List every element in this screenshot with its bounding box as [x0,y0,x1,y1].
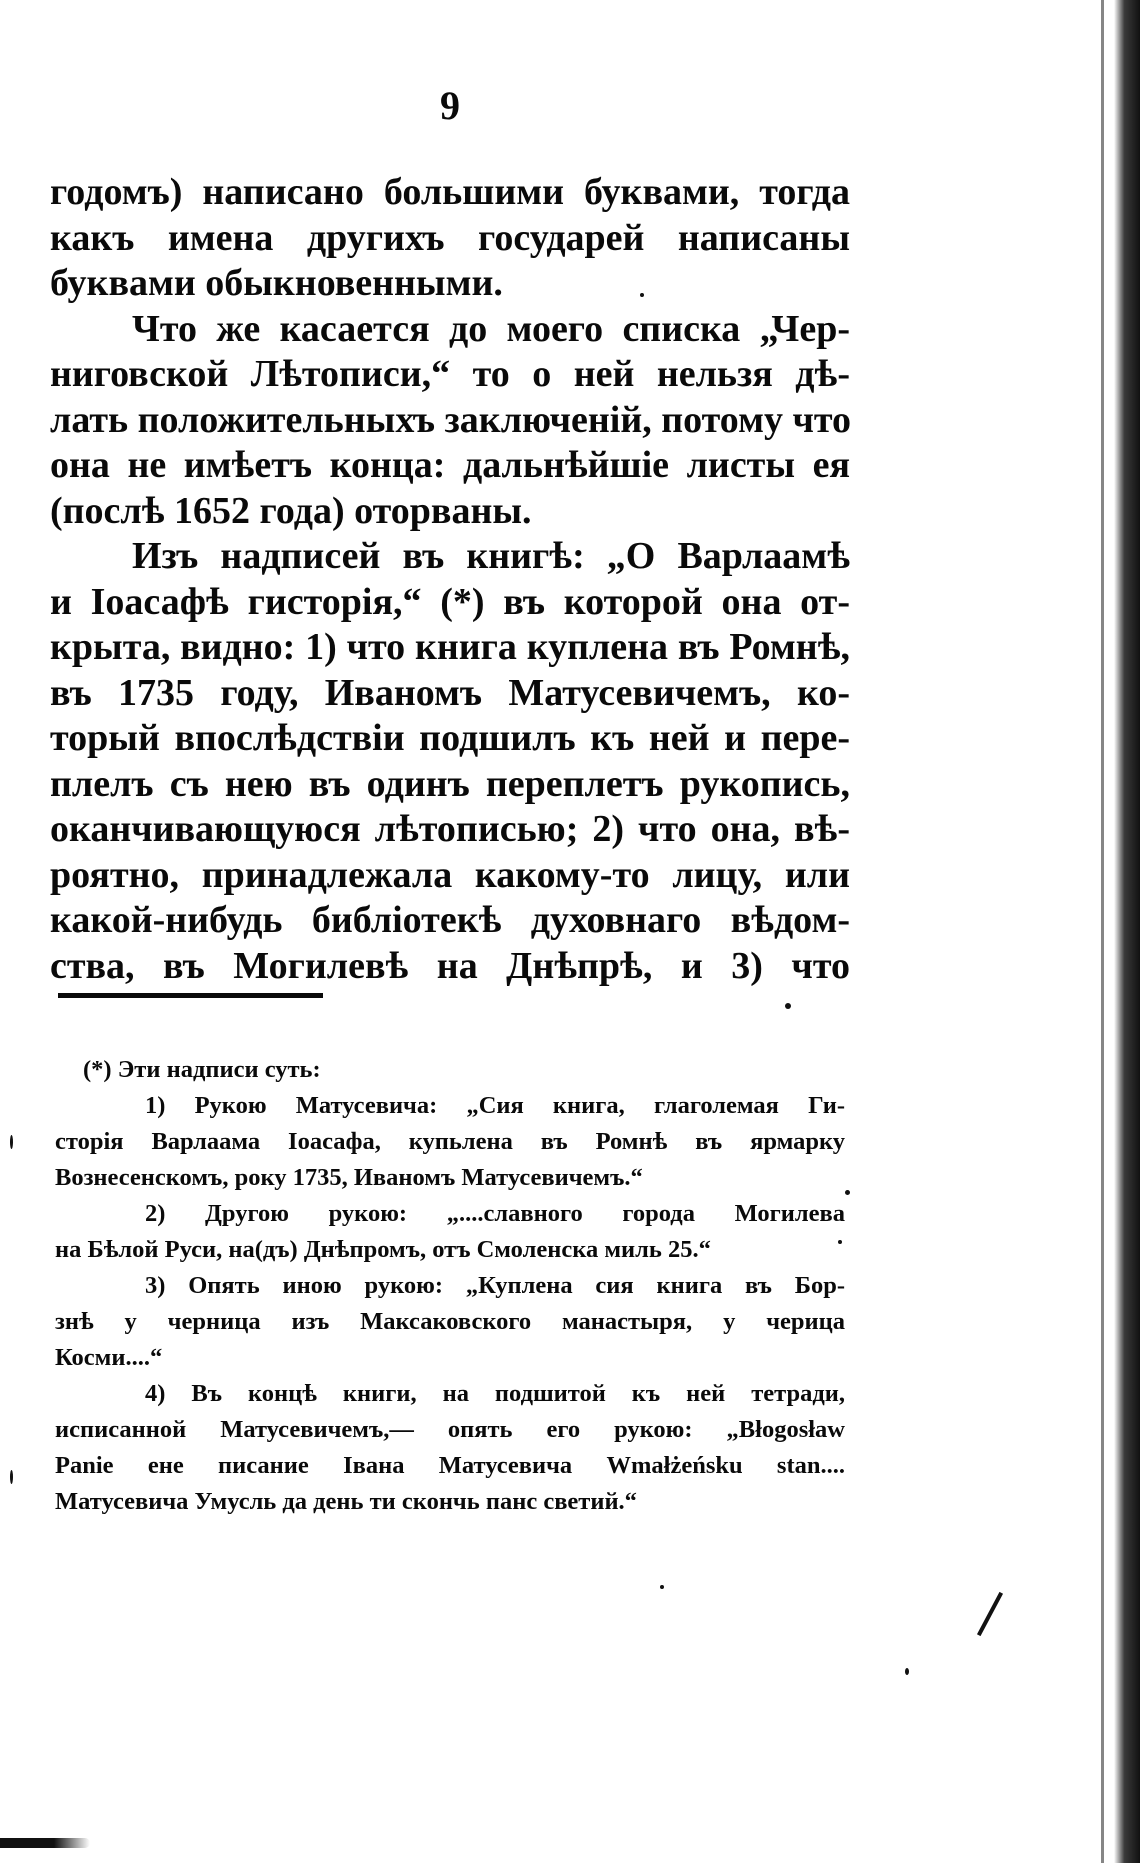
text-line: ства, въ Могилевѣ на Днѣпрѣ, и 3) что [50,944,850,987]
footnote-line: исписанной Матусевичемъ,— опять его рукою: „Błogosław [55,1416,845,1443]
footnote-line: 2) Другою рукою: „....славного города Могилева [145,1200,845,1227]
text-line: оканчивающуюся лѣтописью; 2) что она, вѣ- [50,808,850,850]
text-line: въ 1735 году, Иваномъ Матусевичемъ, ко- [50,671,850,714]
footnote-line: сторія Варлаама Іоасафа, купьлена въ Ромнѣ въ ярмарку [55,1128,845,1155]
page-number: 9 [440,83,460,128]
text-line: какъ имена другихъ государей написаны [50,216,850,259]
ink-speck [640,293,644,297]
ink-speck [10,1470,13,1484]
footnote-line: Panie ене писание Івана Матусевича Wmałżeńsku stan.... [55,1452,845,1479]
footnote-line: 3) Опять иною рукою: „Куплена сия книга въ Бор- [145,1272,845,1299]
footnote-separator-rule [58,993,323,998]
ink-speck [660,1585,664,1589]
text-line: Изъ надписей въ книгѣ: „О Варлаамѣ [132,535,850,577]
footnote-line: (*) Эти надписи суть: [83,1056,321,1083]
footnote-line: Матусевича Умусль да день ти скончь панс светий.“ [55,1488,637,1515]
text-line: она не имѣетъ конца: дальнѣйшіе листы ея [50,444,850,486]
text-line: плелъ съ нею въ одинъ переплетъ рукопись, [50,762,850,805]
footnote-line: на Бѣлой Руси, на(дъ) Днѣпромъ, отъ Смоленска миль 25.“ [55,1236,711,1263]
text-line: буквами обыкновенными. [50,262,503,304]
ink-speck [905,1668,909,1675]
page-edge-shadow [1114,0,1140,1863]
footnote-line: 1) Рукою Матусевича: „Сия книга, глаголемая Ги- [145,1092,845,1119]
text-line: крыта, видно: 1) что книга куплена въ Ромнѣ, [50,626,850,668]
footnotes-block [55,1052,845,1520]
scan-mark [0,1838,90,1848]
text-line: (послѣ 1652 года) оторваны. [50,489,532,532]
footnote-line: Вознесенскомъ, року 1735, Иваномъ Матусевичемъ.“ [55,1164,643,1191]
text-line: какой-нибудь библіотекѣ духовнаго вѣдом- [50,899,850,941]
text-line: лать положительныхъ заключеній, потому что [50,398,852,441]
footnote-line: знѣ у черница изъ Максаковского манастыря, у черица [55,1308,845,1335]
text-line: ниговской Лѣтописи,“ то о ней нельзя дѣ- [50,353,850,395]
text-line: роятно, принадлежала какому-то лицу, или [50,853,850,896]
footnote-line: 4) Въ концѣ книги, на подшитой къ ней тетради, [145,1380,845,1407]
ink-speck [785,1003,791,1009]
text-line: Что же касается до моего списка „Чер- [132,307,850,350]
ink-speck [845,1190,850,1195]
main-text-block [50,170,850,989]
text-line: годомъ) написано большими буквами, тогда [50,171,850,213]
ink-speck [10,1135,13,1149]
ink-speck [838,1240,842,1244]
ink-stroke-mark [977,1592,1003,1636]
footnote-line: Косми....“ [55,1344,163,1371]
page-edge-line [1101,0,1104,1863]
text-line: торый впослѣдствіи подшилъ къ ней и пере- [50,717,850,759]
text-line: и Іоасафѣ гисторія,“ (*) въ которой она от- [50,580,850,623]
